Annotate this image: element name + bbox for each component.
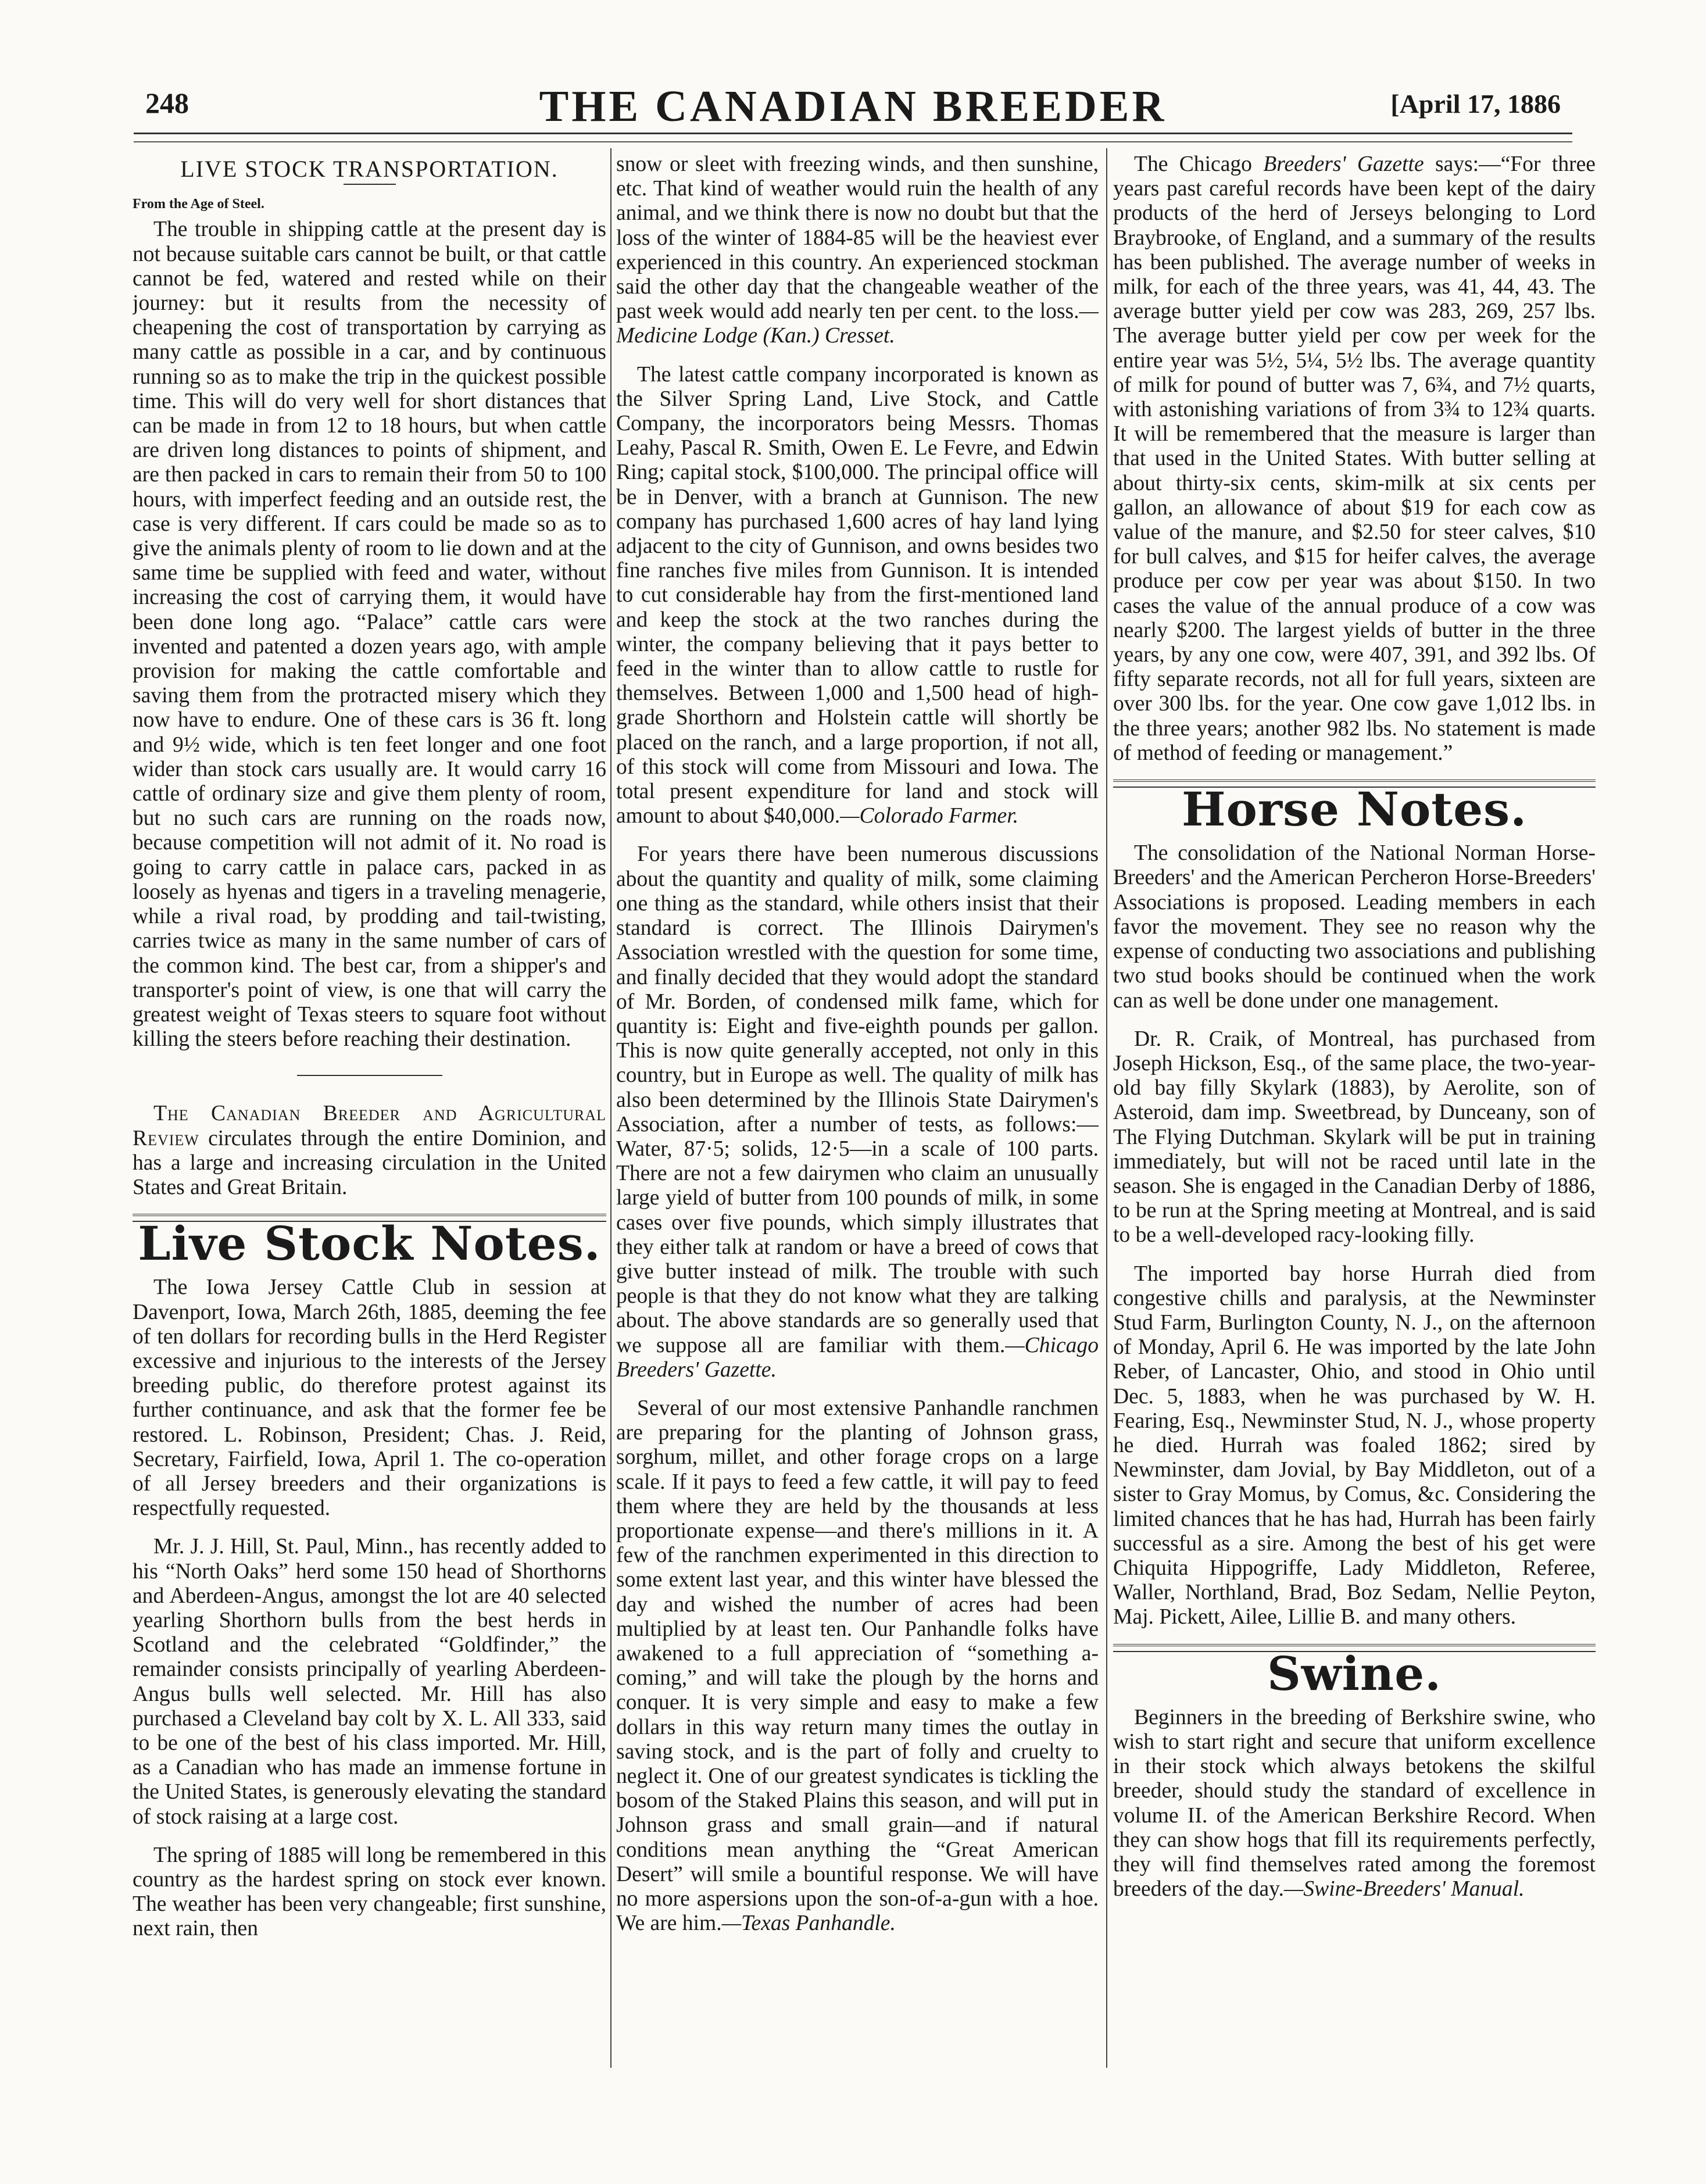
article-paragraph	[1113, 1706, 1596, 1902]
column-3	[1113, 152, 1596, 2079]
publication-name: Breeders' Gazette	[1263, 152, 1424, 176]
notice-text: circulates through the entire Dominion, and has a large and increasing circulation in the United States and Great Britain.	[133, 1126, 606, 1199]
column-divider	[1106, 148, 1107, 2068]
column-divider	[610, 148, 611, 2068]
article-source: —Texas Panhandle.	[721, 1911, 896, 1936]
paragraph-lead: The Chicago	[1134, 152, 1264, 176]
article-paragraph: Mr. J. J. Hill, St. Paul, Minn., has recently added to his “North Oaks” herd some 150 head of Shorthorns and Aberdeen-Angus, amongst the lot are 40 selected yearling Shorthorn bulls from the best herds in Scotland and the celebrated “Goldfinder,” the remainder consists principally of yearling Aberdeen-Angus bulls well selected. Mr. Hill has also purchased a Cleveland bay colt by X. L. All 333, said to be one of the best of his class imported. Mr. Hill, as a Canadian who has made an immense fortune in the United States, is generously elevating the standard of stock raising at a large cost.	[133, 1535, 606, 1829]
issue-date: [April 17, 1886	[1390, 89, 1561, 119]
article-paragraph: Dr. R. Craik, of Montreal, has purchased from Joseph Hickson, Esq., of the same place, the two-year-old bay filly Skylark (1883), by Aerolite, son of Asteroid, dam imp. Sweetbread, by Dunceany, son of The Flying Dutchman. Skylark will be put in training immediately, but will not be raced until late in the season. She is engaged in the Canadian Derby of 1886, to be run at the Spring meeting at Montreal, and is said to be a well-developed racy-looking filly.	[1113, 1027, 1596, 1248]
article-paragraph: The spring of 1885 will long be remembered in this country as the hardest spring on stock ever known. The weather has been very changeable; first sunshine, next rain, then	[133, 1843, 606, 1941]
article-paragraph: The Iowa Jersey Cattle Club in session at Davenport, Iowa, March 26th, 1885, deeming the fee of ten dollars for recording bulls in the Herd Register excessive and injurious to the interests of the Jersey breeding public, do therefore protest against its further continuance, and ask that the former fee be restored. L. Robinson, President; Chas. J. Reid, Secretary, Fairfield, Iowa, April 1. The co-operation of all Jersey breeders and their organizations is respectfully requested.	[133, 1275, 606, 1521]
article-paragraph	[616, 152, 1099, 349]
paragraph-text: The latest cattle company incorporated is known as the Silver Spring Land, Live Stock, and Cattle Company, the incorporators being Messrs. Thomas Leahy, Pascal R. Smith, Owen E. Le Fevre, and Edwin Ring; capital stock, $100,000. The principal office will be in Denver, with a branch at Gunnison. The new company has purchased 1,600 acres of hay land lying adjacent to the city of Gunnison, and owns besides two fine ranches five miles from Gunnison. It is intended to cut considerable hay from the first-mentioned land and keep the stock at the two ranches during the winter, the company believing that it pays better to feed in the winter than to allow cattle to rustle for themselves. Between 1,000 and 1,500 head of high-grade Shorthorn and Holstein cattle will shortly be placed on the ranch, and a large proportion, if not all, of this stock will come from Missouri and Iowa. The total present expenditure for land and stock will amount to about $40,000.	[616, 362, 1099, 828]
article-title: LIVE STOCK TRANSPORTATION.	[180, 156, 559, 182]
article-paragraph: The consolidation of the National Norman Horse-Breeders' and the American Percheron Horse-Breeders' Associations is proposed. Leading members in each favor the movement. They see no reason why the expense of conducting two associations and publishing two stud books should be continued when the work can as well be done under one management.	[1113, 841, 1596, 1013]
notice-publication: The Canadian Breeder and Agricultural Review	[133, 1102, 606, 1150]
header-rule	[134, 133, 1572, 142]
article-source: From the Age of Steel.	[133, 196, 264, 212]
section-heading-live-stock: Live Stock Notes.	[138, 1216, 601, 1271]
title-rule	[344, 184, 396, 185]
masthead-title: THE CANADIAN BREEDER	[539, 82, 1167, 131]
paragraph-text: For years there have been numerous discussions about the quantity and quality of milk, some claiming one thing as the standard, while others insist that their standard is correct. The Illinois Dairymen's Association wrestled with the question for some time, and finally decided that they would adopt the standard of Mr. Borden, of condensed milk fame, which for quantity is: Eight and five-eighth pounds per gallon. This is now quite generally accepted, not only in this country, but in Europe as well. The quality of milk has also been determined by the Illinois State Dairymen's Association, after a number of tests, as follows:—Water, 87·5; solids, 12·5—in a scale of 100 parts. There are not a few dairymen who claim an unusually large yield of butter from 100 pounds of milk, in some cases over five pounds, which simply illustrates that they either talk at random or have a breed of cows that give butter instead of milk. The trouble with such people is that they do not know what they are talking about. The above standards are so generally used that we suppose all are familiar with them.	[616, 842, 1099, 1357]
article-paragraph	[1113, 152, 1596, 766]
paragraph-text: Beginners in the breeding of Berkshire swine, who wish to start right and secure that uniform excellence in their stock which always betokens the skilful breeder, should study the standard of excellence in volume II. of the American Berkshire Record. When they can show hogs that fill its requirements perfectly, they will find themselves rated among the foremost breeders of the day.	[1113, 1705, 1596, 1901]
circulation-notice	[133, 1102, 606, 1200]
paragraph-text: Several of our most extensive Panhandle ranchmen are preparing for the planting of Johnson grass, sorghum, millet, and other forage crops on a large scale. If it pays to feed a few cattle, it will pay to feed them where they are held by the thousands at less proportionate expense—and there's millions in it. A few of the ranchmen experimented in this direction to some extent last year, and this winter have blessed the day and wished the number of acres had been multiplied by at least ten. Our Panhandle folks have awakened to a full appreciation of “something a-coming,” and will take the plough by the horns and conquer. It is very simple and easy to make a few dollars in this way return many times the outlay in saving stock, and is the part of folly and cruelty to neglect it. One of our greatest syndicates is tickling the bosom of the Staked Plains this season, and will put in Johnson grass and small grain—and if natural conditions mean anything the “Great American Desert” will smile a bountiful response. We will have no more aspersions upon the son-of-a-gun with a hoe. We are him.	[616, 1396, 1099, 1936]
page-number: 248	[145, 87, 189, 119]
paragraph-text: snow or sleet with freezing winds, and then sunshine, etc. That kind of weather would ruin the health of any animal, and we think there is now no doubt but that the loss of the winter of 1884-85 will be the heaviest ever experienced in this country. An experienced stockman said the other day that the changeable weather of the past week would add nearly ten per cent. to the loss.	[616, 152, 1099, 324]
page-header	[145, 81, 1561, 134]
paragraph-text: says:—“For three years past careful records have been kept of the dairy products of the herd of Jerseys belonging to Lord Braybrooke, of England, and a summary of the results has been published. The average number of weeks in milk, for each of the three years, was 41, 44, 43. The average butter yield per cow was 283, 269, 257 lbs. The average butter yield per cow per week for the entire year was 5½, 5¼, 5½ lbs. The average quantity of milk for pound of butter was 7, 6¾, and 7½ quarts, with astonishing variations of from 3¾ to 12¾ quarts. It will be remembered that the measure is larger than that used in the United States. With butter selling at about thirty-six cents, skim-milk at six cents per gallon, an allowance of about $19 for each cow as value of the manure, and $2.50 for steer calves, $10 for bull calves, and $15 for heifer calves, the average produce per cow per year was about $150. In two cases the value of the annual produce of a cow was nearly $200. The largest yields of butter in the three years, by any one cow, were 407, 391, and 392 lbs. Of fifty separate records, not all for full years, sixteen are over 300 lbs. for the year. One cow gave 1,012 lbs. in the three years; another 982 lbs. No statement is made of method of feeding or management.”	[1113, 152, 1596, 765]
article-paragraph	[616, 363, 1099, 829]
article-paragraph	[616, 842, 1099, 1382]
article-paragraph	[616, 1396, 1099, 1936]
section-rule	[297, 1075, 442, 1076]
article-paragraph: The trouble in shipping cattle at the present day is not because suitable cars cannot be built, or that cattle cannot be fed, watered and rested while on their journey: but it results from the necessity of cheapening the cost of transportation by carrying as many cattle as possible in a car, and by continuous running so as to make the trip in the quickest possible time. This will do very well for short distances that can be made in from 12 to 18 hours, but when cattle are driven long distances to points of shipment, and are then packed in cars to remain their from 50 to 100 hours, with imperfect feeding and an outside rest, the case is very different. If cars could be made so as to give the animals plenty of room to lie down and at the same time be supplied with feed and water, without increasing the cost of carrying them, it would have been done long ago. “Palace” cattle cars were invented and patented a dozen years ago, with ample provision for making the cattle comfortable and saving them from the protracted misery which they now have to endure. One of these cars is 36 ft. long and 9½ wide, which is ten feet longer and one foot wider than stock cars usually are. It would carry 16 cattle of ordinary size and give them plenty of room, but no such cars are running on the roads now, because competition will not admit of it. No road is going to carry cattle in palace cars, packed in as loosely as hyenas and tigers in a traveling menagerie, while a rival road, by prodding and tail-twisting, carries twice as many in the same number of cars of the common kind. The best car, from a shipper's and transporter's point of view, is one that will carry the greatest weight of Texas steers to square foot without killing the steers before reaching their destination.	[133, 217, 606, 1052]
column-2	[616, 152, 1099, 2079]
section-heading-swine: Swine.	[1267, 1646, 1442, 1701]
article-paragraph: The imported bay horse Hurrah died from congestive chills and paralysis, at the Newminster Stud Farm, Burlington County, N. J., on the afternoon of Monday, April 6. He was imported by the late John Reber, of Lancaster, Ohio, and stood in Ohio until Dec. 5, 1883, when he was purchased by W. H. Fearing, Esq., Newminster Stud, N. J., whose property he died. Hurrah was foaled 1862; sired by Newminster, dam Jovial, by Bay Middleton, out of a sister to Gray Momus, by Comus, &c. Considering the limited chances that he has had, Hurrah has been fairly successful as a sire. Among the best of his get were Chiquita Hippogriffe, Lady Middleton, Referee, Waller, Northland, Brad, Boz Sedam, Nellie Peyton, Maj. Pickett, Ailee, Lillie B. and many others.	[1113, 1261, 1596, 1629]
column-1	[133, 152, 606, 2079]
section-heading-horse: Horse Notes.	[1181, 782, 1528, 837]
article-source: —Colorado Farmer.	[840, 804, 1019, 828]
article-source: —Medicine Lodge (Kan.) Cresset.	[616, 299, 1099, 348]
article-source: —Swine-Breeders' Manual.	[1283, 1877, 1525, 1901]
article-source: —Chicago Breeders' Gazette.	[616, 1333, 1099, 1382]
